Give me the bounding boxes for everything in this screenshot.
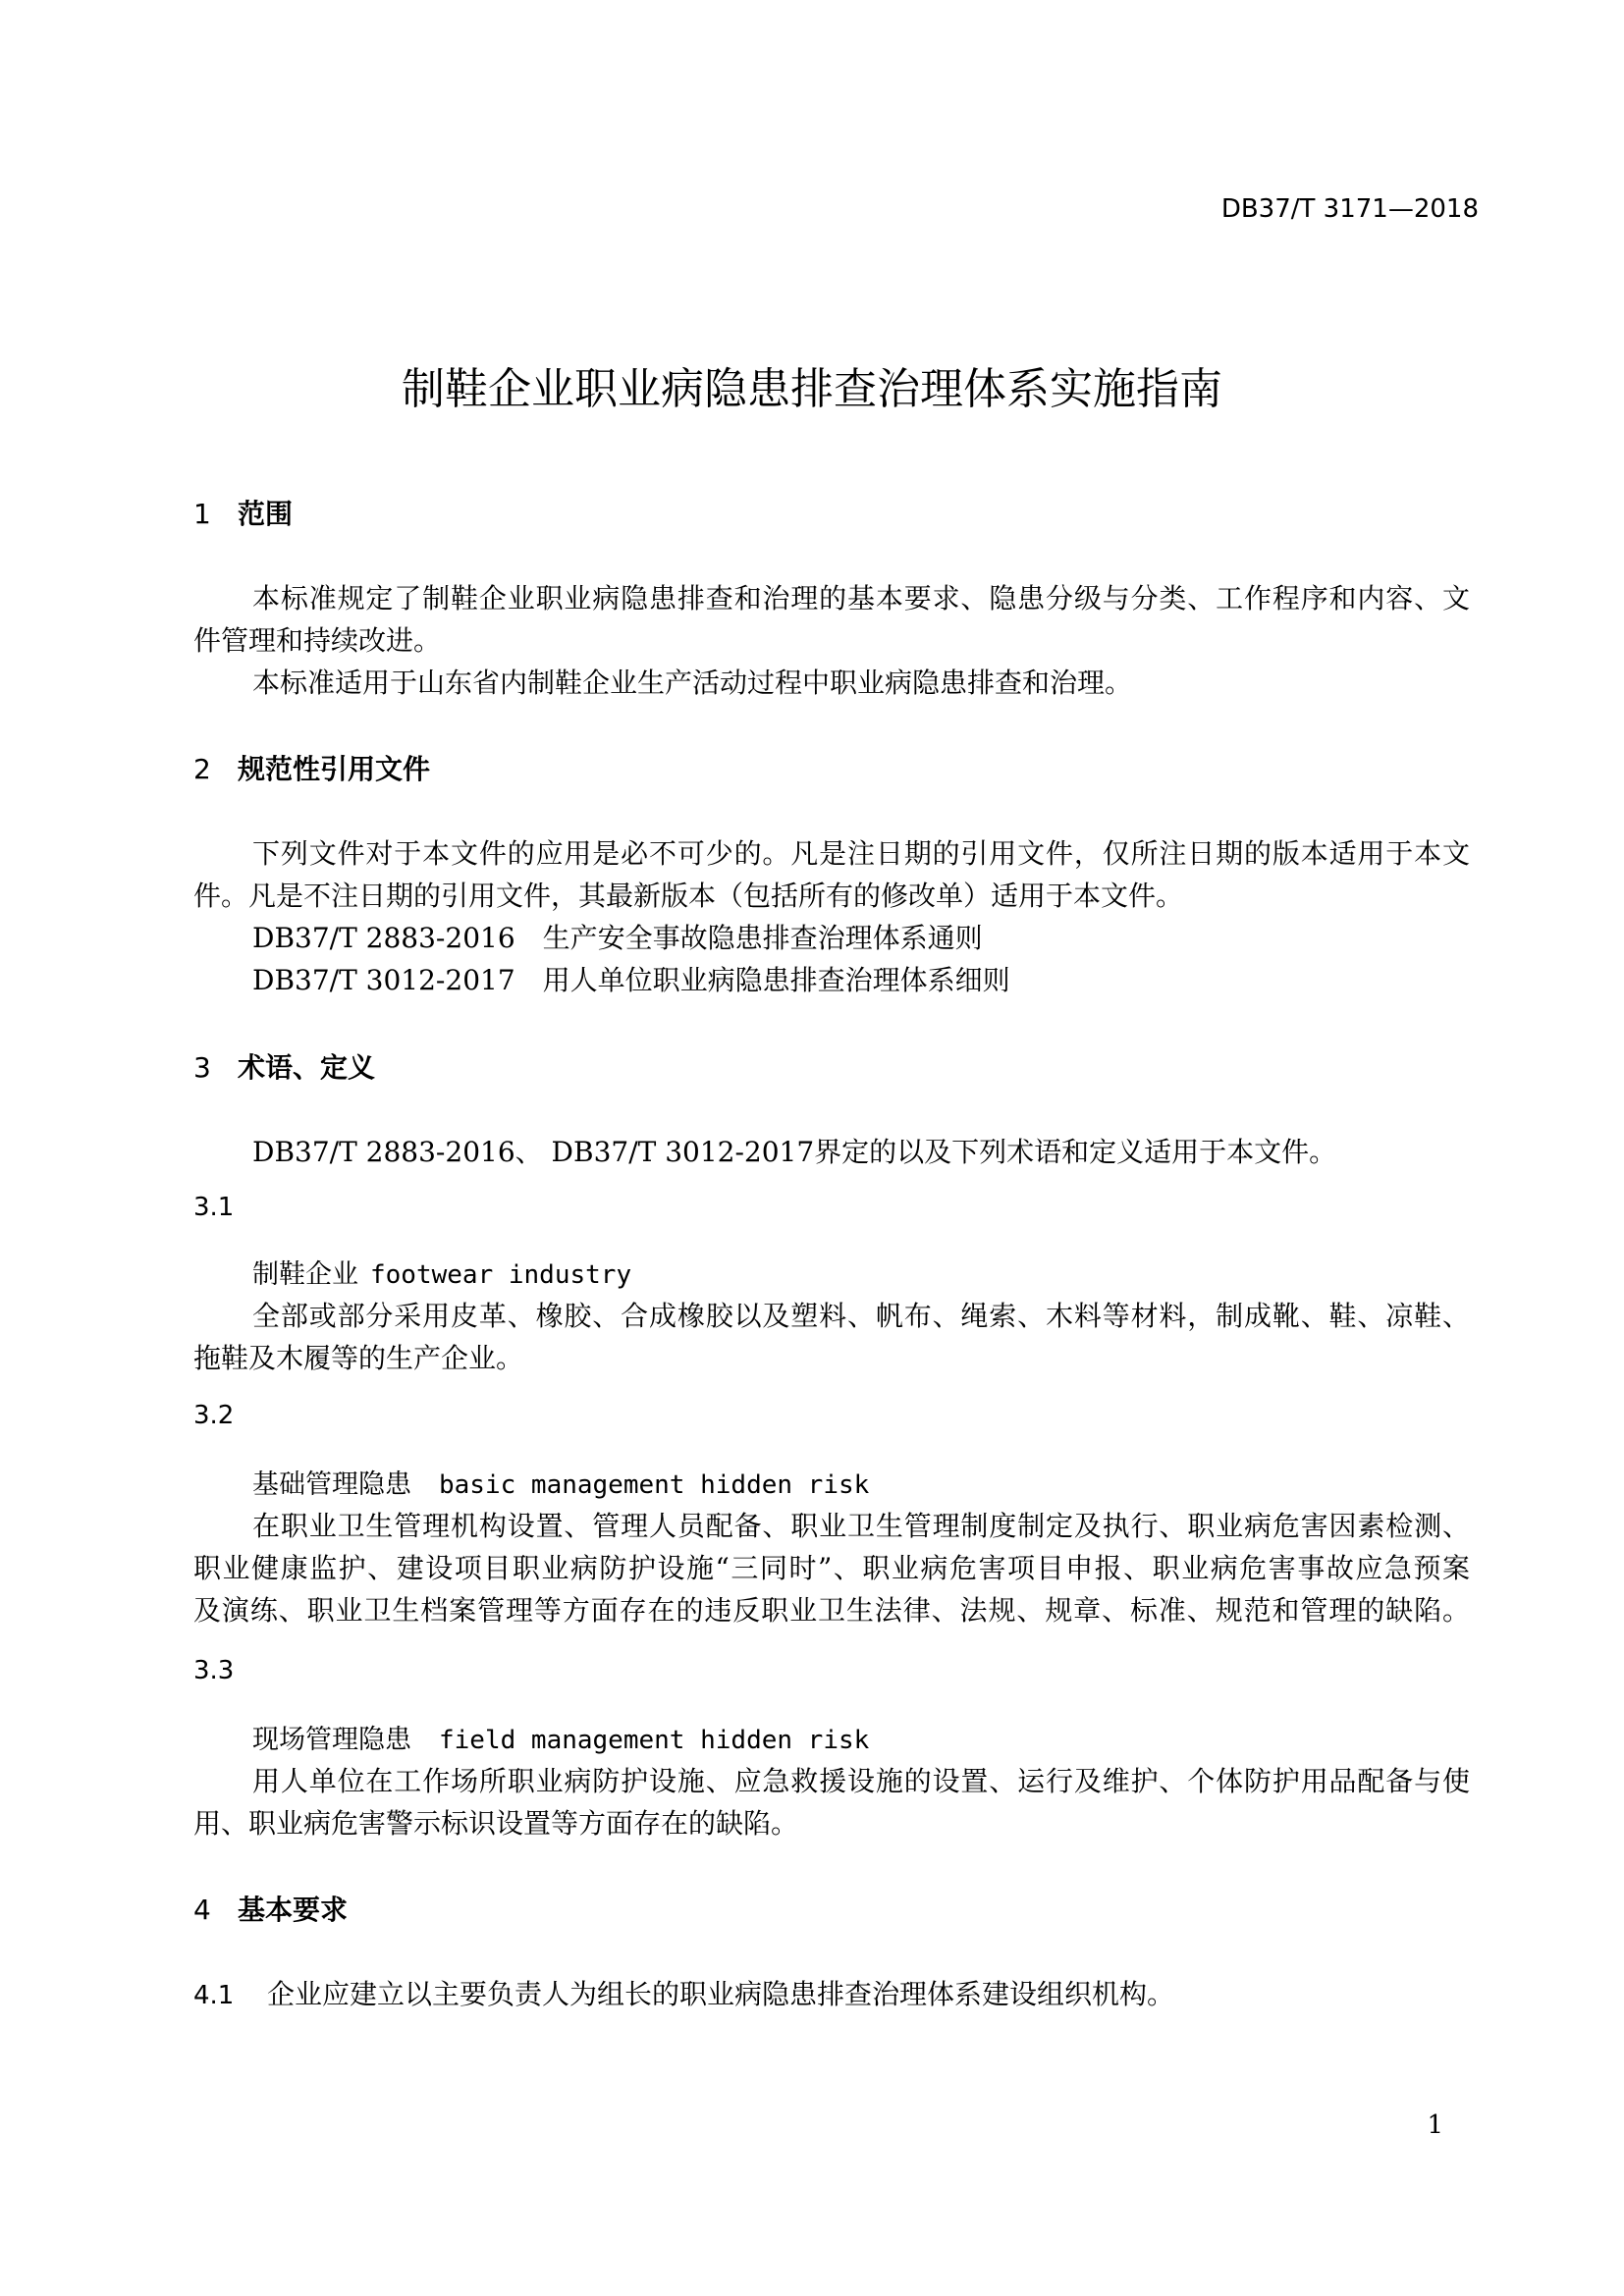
section-title: 范围: [238, 498, 294, 530]
section-2-paragraph-1-line-2: 件。凡是不注日期的引用文件，其最新版本（包括所有的修改单）适用于本文件。: [193, 880, 1184, 912]
term-english: basic management hidden risk: [439, 1470, 870, 1500]
clause-number: 3.1: [193, 1193, 235, 1222]
term-heading: [252, 1718, 869, 1756]
standard-code: DB37/T 3171—2018: [1220, 194, 1479, 224]
section-4-heading: [193, 1889, 348, 1928]
term-chinese: 现场管理隐患: [252, 1725, 411, 1755]
section-number: 1: [193, 498, 211, 530]
document-title: 制鞋企业职业病隐患排查治理体系实施指南: [402, 364, 1222, 414]
term-definition-line: 用、职业病危害警示标识设置等方面存在的缺陷。: [193, 1807, 799, 1840]
section-title: 规范性引用文件: [238, 753, 431, 785]
term-heading: [252, 1463, 869, 1501]
section-2-heading: [193, 748, 430, 787]
clause-text: 企业应建立以主要负责人为组长的职业病隐患排查治理体系建设组织机构。: [267, 1978, 1175, 2010]
reference-code: DB37/T 3012-2017: [252, 964, 515, 996]
clause-number: 3.2: [193, 1401, 235, 1430]
term-definition-line: 职业健康监护、建设项目职业病防护设施“三同时”、职业病危害项目申报、职业病危害事故应急预案: [193, 1552, 1470, 1584]
section-title: 术语、定义: [238, 1051, 376, 1084]
section-number: 4: [193, 1894, 211, 1926]
section-3-intro: DB37/T 2883-2016、 DB37/T 3012-2017界定的以及下列术语和定义适用于本文件。: [252, 1136, 1337, 1168]
reference-item: [252, 959, 1010, 998]
section-1-heading: [193, 493, 293, 532]
reference-title: 生产安全事故隐患排查治理体系通则: [542, 922, 983, 954]
section-number: 3: [193, 1051, 211, 1084]
term-definition-line: 在职业卫生管理机构设置、管理人员配备、职业卫生管理制度制定及执行、职业病危害因素检测、: [252, 1510, 1470, 1542]
section-3-heading: [193, 1046, 375, 1086]
clause-item: [193, 1973, 1174, 2012]
term-chinese: 基础管理隐患: [252, 1469, 411, 1500]
term-definition-line: 用人单位在工作场所职业病防护设施、应急救援设施的设置、运行及维护、个体防护用品配备与使: [252, 1765, 1470, 1797]
section-1-paragraph-2: 本标准适用于山东省内制鞋企业生产活动过程中职业病隐患排查和治理。: [252, 667, 1133, 699]
reference-item: [252, 917, 983, 956]
section-1-paragraph-1-line-1: 本标准规定了制鞋企业职业病隐患排查和治理的基本要求、隐患分级与分类、工作程序和内容、文: [252, 582, 1470, 614]
section-2-paragraph-1-line-1: 下列文件对于本文件的应用是必不可少的。凡是注日期的引用文件，仅所注日期的版本适用于本文: [252, 837, 1470, 870]
clause-number: 3.3: [193, 1656, 235, 1685]
term-definition-line: 拖鞋及木履等的生产企业。: [193, 1342, 524, 1374]
term-english: field management hidden risk: [439, 1726, 870, 1755]
reference-title: 用人单位职业病隐患排查治理体系细则: [542, 964, 1010, 996]
term-definition-line: 全部或部分采用皮革、橡胶、合成橡胶以及塑料、帆布、绳索、木料等材料，制成靴、鞋、凉鞋、: [252, 1300, 1470, 1332]
section-1-paragraph-1-line-2: 件管理和持续改进。: [193, 624, 442, 657]
clause-number: 4.1: [193, 1981, 235, 2010]
section-title: 基本要求: [238, 1894, 349, 1926]
page-number: 1: [1427, 2110, 1443, 2140]
section-number: 2: [193, 753, 211, 785]
reference-code: DB37/T 2883-2016: [252, 922, 515, 954]
term-heading: [252, 1253, 631, 1291]
term-chinese: 制鞋企业: [252, 1259, 358, 1290]
term-definition-line: 及演练、职业卫生档案管理等方面存在的违反职业卫生法律、法规、规章、标准、规范和管理的缺陷。: [193, 1594, 1470, 1627]
term-english: footwear industry: [370, 1260, 632, 1290]
